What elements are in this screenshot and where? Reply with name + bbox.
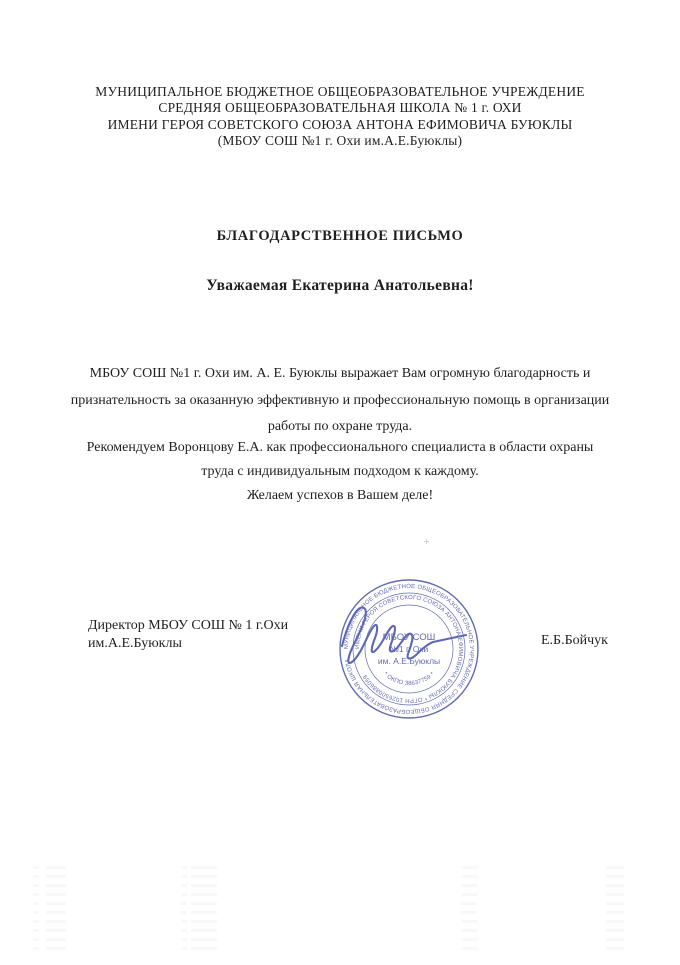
paragraph-1-line-3: работы по охране труда. [267, 419, 413, 434]
signatory-position-line-1: Директор МБОУ СОШ № 1 г.Охи [88, 618, 289, 633]
paragraph-2-line-3: Желаем успехов в Вашем деле! [246, 488, 434, 503]
scanner-noise-stripe [606, 866, 624, 950]
body-paragraph-1 [30, 361, 650, 441]
svg-text:* ОКПО 38637759 * [382, 671, 436, 687]
paragraph-1-line-2: признательность за оказанную эффективную и профессиональную помощь в организации [70, 392, 610, 408]
letterhead [0, 84, 680, 150]
stamp-center-line-2: №1 г. Охи [389, 644, 429, 654]
letterhead-line-1: МУНИЦИПАЛЬНОЕ БЮДЖЕТНОЕ ОБЩЕОБРАЗОВАТЕЛЬНОЕ УЧРЕЖДЕНИЕ [95, 84, 585, 99]
scanner-noise-stripe [46, 866, 66, 950]
signatory-position-line-2: им.А.Е.Буюклы [88, 635, 182, 651]
paragraph-1-line-1: МБОУ СОШ №1 г. Охи им. А. Е. Буюклы выражает Вам огромную благодарность и [89, 366, 591, 381]
official-round-stamp [334, 574, 484, 724]
scanner-noise-stripe [33, 866, 39, 950]
scan-speck-artifact [424, 539, 429, 544]
stamp-outer-ring-text: МУНИЦИПАЛЬНОЕ БЮДЖЕТНОЕ ОБЩЕОБРАЗОВАТЕЛЬНОЕ УЧРЕЖДЕНИЕ СРЕДНЯЯ ОБЩЕОБРАЗОВАТЕЛЬНАЯ ШКОЛА [343, 583, 475, 715]
stamp-center-line-3: им. А.Е.Буюклы [377, 656, 441, 666]
signatory-name: Е.Б.Бойчук [541, 633, 608, 648]
letterhead-line-4: (МБОУ СОШ №1 г. Охи им.А.Е.Буюклы) [217, 133, 463, 149]
letterhead-line-2: СРЕДНЯЯ ОБЩЕОБРАЗОВАТЕЛЬНАЯ ШКОЛА № 1 г. ОХИ [158, 100, 522, 116]
stamp-center-line-1: МБОУ СОШ [382, 632, 436, 643]
letter-title: БЛАГОДАРСТВЕННОЕ ПИСЬМО [216, 228, 464, 244]
greeting-line: Уважаемая Екатерина Анатольевна! [206, 277, 474, 294]
letterhead-line-3: ИМЕНИ ГЕРОЯ СОВЕТСКОГО СОЮЗА АНТОНА ЕФИМОВИЧА БУЮКЛЫ [107, 116, 573, 132]
body-paragraph-2 [30, 436, 650, 508]
scanner-noise-stripe [191, 866, 217, 950]
scanner-noise-stripe [181, 866, 187, 950]
paragraph-2-line-1: Рекомендуем Воронцову Е.А. как профессионального специалиста в области охраны [86, 440, 594, 455]
scanner-noise-stripe [461, 866, 477, 950]
signatory-position [88, 617, 288, 652]
stamp-inner-ring-text: ИМЕНИ ГЕРОЯ СОВЕТСКОГО СОЮЗА АНТОНА ЕФИМОВИЧА БУЮКЛЫ * ОГРН 1026500886059 [354, 594, 464, 704]
paragraph-2-line-2: труда с индивидуальным подходом к каждому. [201, 464, 479, 479]
stamp-okpo-arc-text: * ОКПО 38637759 * [381, 671, 437, 688]
